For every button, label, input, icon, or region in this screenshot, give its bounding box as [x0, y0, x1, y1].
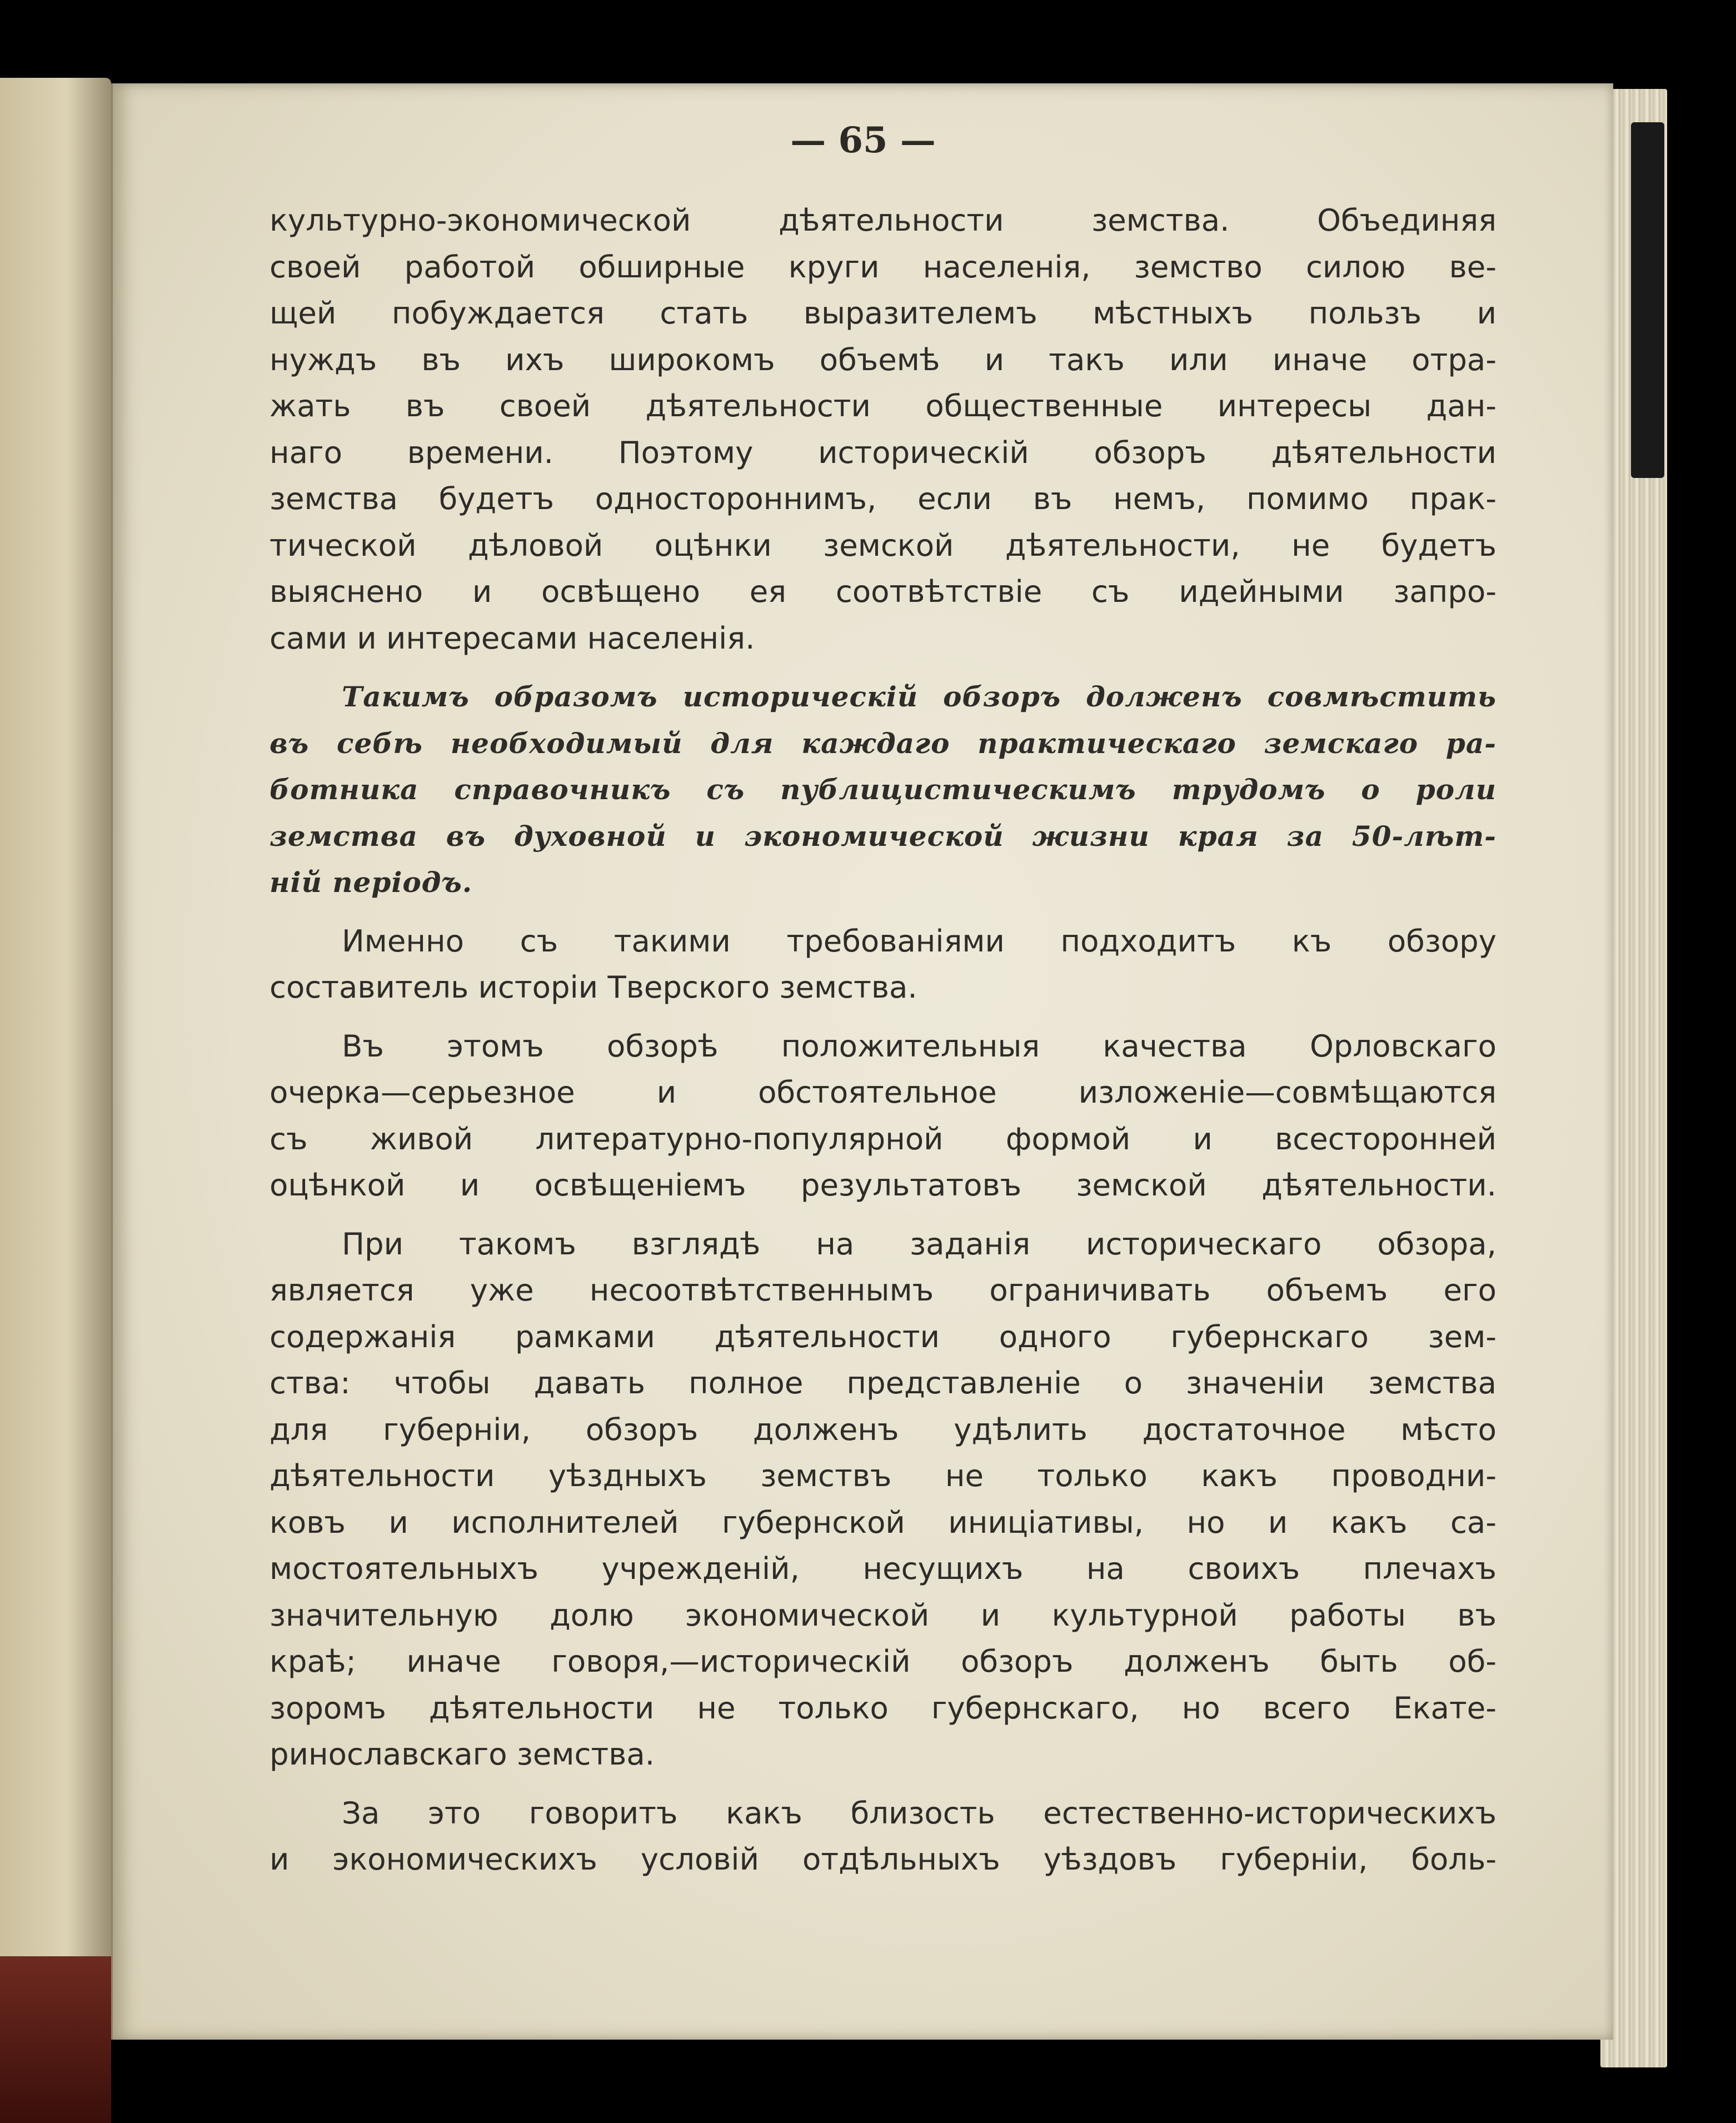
- text-line: тической дѣловой оцѣнки земской дѣятельности, не будетъ: [270, 527, 1496, 563]
- paragraph-6: [270, 1790, 1496, 1883]
- text-line: въ себѣ необходимый для каждаго практическаго земскаго ра-: [270, 726, 1496, 760]
- text-line: ринославскаго земства.: [270, 1736, 655, 1772]
- text-line: ній періодъ.: [270, 866, 473, 899]
- paragraph-3: [270, 918, 1496, 1011]
- text-line: дѣятельности уѣздныхъ земствъ не только какъ проводни-: [270, 1458, 1496, 1493]
- text-line: ства: чтобы давать полное представленіе о значеніи земства: [270, 1365, 1496, 1401]
- text-line: очерка—серьезное и обстоятельное изложеніе—совмѣщаются: [270, 1074, 1496, 1110]
- text-line: выяснено и освѣщено ея соотвѣтствіе съ идейными запро-: [270, 574, 1496, 609]
- page-number: — 65 —: [790, 119, 936, 161]
- paragraph-4: [270, 1023, 1496, 1209]
- text-line: для губерніи, обзоръ долженъ удѣлить достаточное мѣсто: [270, 1411, 1496, 1447]
- text-line: щей побуждается стать выразителемъ мѣстныхъ пользъ и: [270, 295, 1496, 331]
- book-cover-edge: [0, 1956, 111, 2123]
- text-line: является уже несоотвѣтственнымъ ограничивать объемъ его: [270, 1272, 1496, 1308]
- text-line: нуждъ въ ихъ широкомъ объемѣ и такъ или иначе отра-: [270, 341, 1496, 377]
- text-line: содержанія рамками дѣятельности одного губернскаго зем-: [270, 1318, 1496, 1354]
- text-line: При такомъ взглядѣ на заданія историческаго обзора,: [342, 1225, 1496, 1262]
- text-line: ковъ и исполнителей губернской иниціативы, но и какъ са-: [270, 1504, 1496, 1540]
- text-line: краѣ; иначе говоря,—историческій обзоръ долженъ быть об-: [270, 1643, 1496, 1679]
- body-text: [270, 197, 1496, 1883]
- text-line: сами и интересами населенія.: [270, 620, 755, 656]
- text-line: мостоятельныхъ учрежденій, несущихъ на своихъ плечахъ: [270, 1551, 1496, 1586]
- text-line: зоромъ дѣятельности не только губернскаго, но всего Екате-: [270, 1690, 1496, 1726]
- text-line: земства будетъ одностороннимъ, если въ немъ, помимо прак-: [270, 481, 1496, 516]
- book-page: [111, 83, 1613, 2040]
- text-line: Именно съ такими требованіями подходитъ къ обзору: [342, 923, 1496, 959]
- text-line: За это говоритъ какъ близость естественно-историческихъ: [342, 1795, 1496, 1831]
- text-line: значительную долю экономической и культурной работы въ: [270, 1597, 1496, 1633]
- text-line: Такимъ образомъ историческій обзоръ долженъ совмѣстить: [342, 680, 1496, 713]
- text-line: ботника справочникъ съ публицистическимъ трудомъ о роли: [270, 773, 1496, 806]
- text-line: земства въ духовной и экономической жизни края за 50-лѣт-: [270, 819, 1496, 853]
- text-line: съ живой литературно-популярной формой и всесторонней: [270, 1120, 1496, 1157]
- text-line: наго времени. Поэтому историческій обзоръ дѣятельности: [270, 434, 1496, 470]
- text-line: и экономическихъ условій отдѣльныхъ уѣздовъ губерніи, боль-: [270, 1841, 1496, 1877]
- left-page-edge: [0, 78, 111, 1990]
- text-line: культурно-экономической дѣятельности земства. Объединяя: [270, 202, 1496, 238]
- text-line: оцѣнкой и освѣщеніемъ результатовъ земской дѣятельности.: [270, 1167, 1496, 1203]
- page-tab: [1631, 122, 1664, 478]
- paragraph-1: [270, 197, 1496, 661]
- text-line: Въ этомъ обзорѣ положительныя качества Орловскаго: [342, 1028, 1496, 1064]
- paragraph-5: [270, 1221, 1496, 1778]
- text-line: своей работой обширные круги населенія, земство силою ве-: [270, 248, 1496, 285]
- text-line: составитель исторіи Тверского земства.: [270, 969, 917, 1005]
- text-line: жать въ своей дѣятельности общественные интересы дан-: [270, 388, 1496, 423]
- paragraph-2-italic: [270, 674, 1496, 906]
